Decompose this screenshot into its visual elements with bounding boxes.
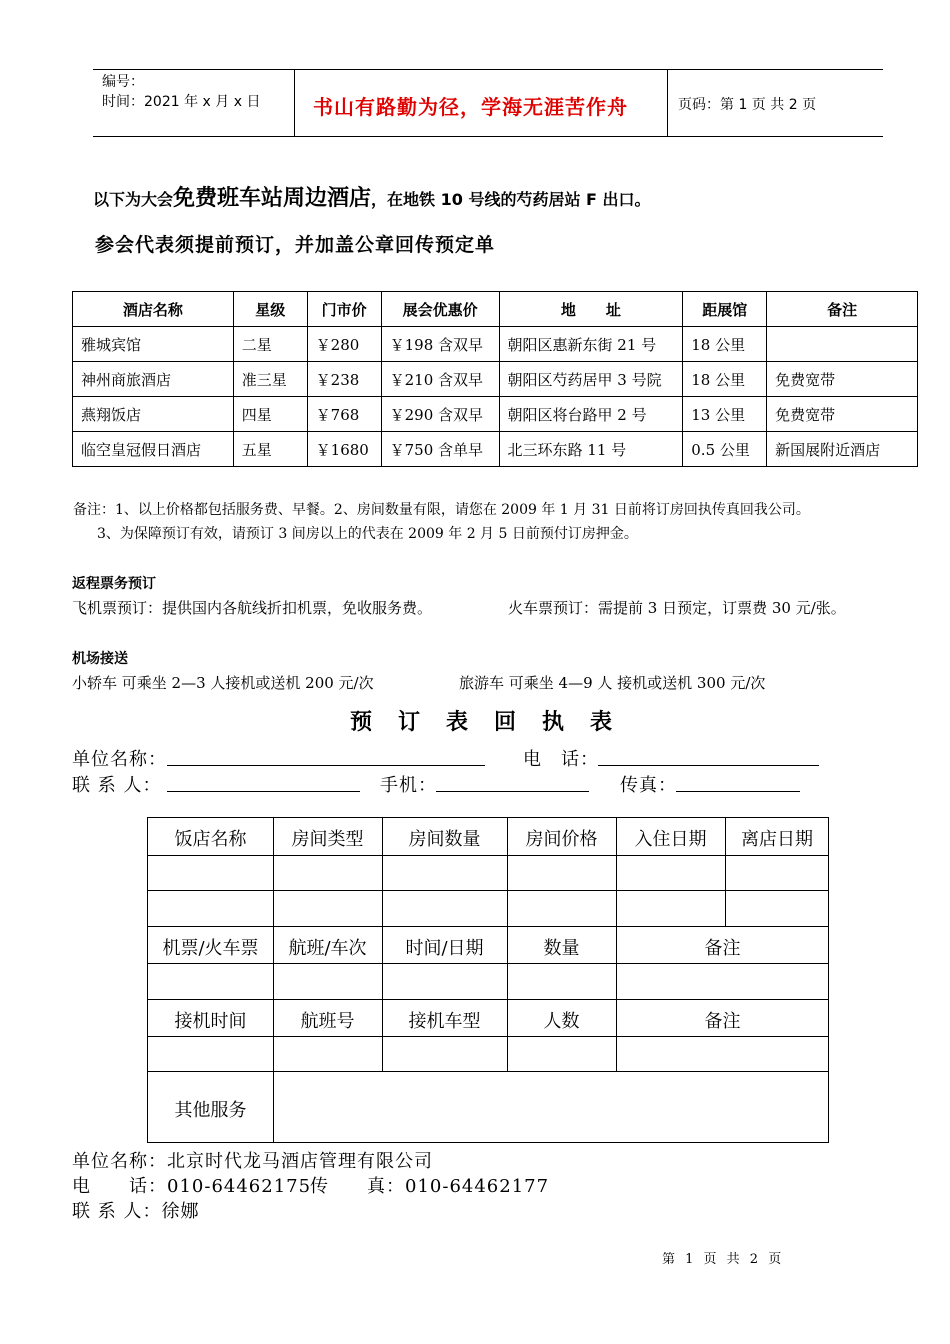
hotel-cell: 13 公里	[683, 397, 767, 432]
room-header-checkout: 离店日期	[741, 829, 813, 850]
pickup-header-note: 备注	[704, 1011, 741, 1032]
hotel-cell: 朝阳区将台路甲 2 号	[499, 397, 683, 432]
hotel-cell: 雅城宾馆	[73, 327, 234, 362]
booking-form-grid	[147, 817, 829, 1143]
contact-field[interactable]	[167, 791, 360, 792]
pickup-header-car: 接机车型	[408, 1011, 481, 1032]
airport-title: 机场接送	[72, 651, 128, 667]
hotel-cell: ￥768	[307, 397, 381, 432]
hotel-table	[72, 291, 918, 467]
form-title: 预订表回执表	[350, 710, 639, 735]
hotel-cell: 燕翔饭店	[73, 397, 234, 432]
doc-time-label: 时间：2021 年 x 月 x 日	[102, 94, 261, 110]
company-contact: 联 系 人：徐娜	[72, 1201, 200, 1222]
fax-label: 传真：	[620, 775, 677, 796]
company-phone: 电 话：010-64462175	[72, 1176, 312, 1197]
company-fax: 传 真：010-64462177	[310, 1176, 550, 1197]
hotel-cell: 免费宽带	[767, 397, 918, 432]
room-header-checkin: 入住日期	[634, 829, 707, 850]
pickup-header-flight: 航班号	[300, 1011, 355, 1032]
page-code: 页码：第 1 页 共 2 页	[678, 97, 817, 113]
hotel-cell: ￥750 含单早	[381, 432, 499, 467]
mobile-label: 手机：	[380, 775, 437, 796]
pickup-header-people: 人数	[543, 1011, 580, 1032]
room-header-hotel: 饭店名称	[174, 829, 247, 850]
fax-field[interactable]	[676, 791, 800, 792]
hotel-cell	[767, 327, 918, 362]
hotel-cell: 18 公里	[683, 362, 767, 397]
hotel-table-header	[73, 292, 918, 327]
hotel-cell: 0.5 公里	[683, 432, 767, 467]
intro-line-1	[93, 181, 651, 212]
hotel-cell: ￥210 含双早	[381, 362, 499, 397]
grid-hline	[148, 855, 828, 856]
grid-hline	[148, 926, 828, 927]
hotel-col-header: 酒店名称	[73, 292, 234, 327]
grid-hline	[148, 1036, 828, 1037]
hotel-row	[73, 362, 918, 397]
intro-line-2: 参会代表须提前预订，并加盖公章回传预定单	[95, 234, 496, 256]
room-header-price: 房间价格	[525, 829, 598, 850]
page-footer: 第 1 页 共 2 页	[662, 1252, 785, 1267]
company-unit: 单位名称：北京时代龙马酒店管理有限公司	[72, 1151, 433, 1172]
airport-car: 小轿车 可乘坐 2—3 人接机或送机 200 元/次	[72, 674, 374, 692]
airport-bus: 旅游车 可乘坐 4—9 人 接机或送机 300 元/次	[459, 674, 766, 692]
hotel-cell: 朝阳区芍药居甲 3 号院	[499, 362, 683, 397]
hotel-row	[73, 432, 918, 467]
room-header-count: 房间数量	[408, 829, 481, 850]
tickets-flight: 飞机票预订：提供国内各航线折扣机票，免收服务费。	[72, 599, 433, 617]
hotel-col-header: 门市价	[307, 292, 381, 327]
unit-name-label: 单位名称：	[72, 749, 167, 770]
mobile-field[interactable]	[436, 791, 589, 792]
hotel-cell: ￥280	[307, 327, 381, 362]
intro-suffix: ，在地铁 10 号线的芍药居站 F 出口。	[371, 190, 651, 209]
intro-highlight: 免费班车站周边酒店	[173, 186, 372, 211]
grid-hline	[148, 890, 828, 891]
note-line-1: 备注：1、以上价格都包括服务费、早餐。2、房间数量有限，请您在 2009 年 1 月 31 日前将订房回执传真回我公司。	[73, 502, 810, 518]
hotel-col-header: 距展馆	[683, 292, 767, 327]
other-services-field[interactable]	[274, 1072, 828, 1142]
hotel-col-header: 展会优惠价	[381, 292, 499, 327]
tickets-title: 返程票务预订	[72, 576, 156, 592]
hotel-table-body	[73, 327, 918, 467]
hotel-cell: 二星	[233, 327, 307, 362]
contact-label: 联 系 人：	[72, 775, 162, 796]
hotel-row	[73, 327, 918, 362]
hotel-col-header: 备注	[767, 292, 918, 327]
hotel-cell: ￥198 含双早	[381, 327, 499, 362]
hotel-cell: 五星	[233, 432, 307, 467]
hotel-cell: 临空皇冠假日酒店	[73, 432, 234, 467]
hotel-cell: ￥290 含双早	[381, 397, 499, 432]
hotel-cell: 北三环东路 11 号	[499, 432, 683, 467]
hotel-col-header: 地 址	[499, 292, 683, 327]
header-top-rule	[93, 69, 883, 70]
header-divider-left	[294, 69, 295, 136]
header-motto: 书山有路勤为径，学海无涯苦作舟	[313, 95, 628, 119]
unit-name-field[interactable]	[167, 765, 485, 766]
hotel-row	[73, 397, 918, 432]
ticket-header-flight: 航班/车次	[288, 938, 367, 959]
phone-label: 电 话：	[523, 749, 599, 770]
hotel-cell: 免费宽带	[767, 362, 918, 397]
note-line-2: 3、为保障预订有效，请预订 3 间房以上的代表在 2009 年 2 月 5 日前预付订房押金。	[97, 526, 638, 542]
ticket-header-date: 时间/日期	[405, 938, 484, 959]
ticket-header-note: 备注	[704, 938, 741, 959]
hotel-cell: 四星	[233, 397, 307, 432]
phone-field[interactable]	[598, 765, 819, 766]
ticket-header-type: 机票/火车票	[162, 938, 259, 959]
grid-hline	[148, 963, 828, 964]
header-divider-right	[667, 69, 668, 136]
intro-prefix: 以下为大会	[93, 190, 174, 209]
hotel-cell: ￥1680	[307, 432, 381, 467]
hotel-cell: 朝阳区惠新东街 21 号	[499, 327, 683, 362]
room-header-type: 房间类型	[291, 829, 364, 850]
tickets-train: 火车票预订：需提前 3 日预定，订票费 30 元/张。	[508, 599, 846, 617]
other-services-label: 其他服务	[174, 1100, 247, 1121]
hotel-cell: ￥238	[307, 362, 381, 397]
hotel-col-header: 星级	[233, 292, 307, 327]
header-bottom-rule	[93, 136, 883, 137]
pickup-header-time: 接机时间	[174, 1011, 247, 1032]
doc-number-label: 编号：	[102, 74, 144, 90]
hotel-cell: 新国展附近酒店	[767, 432, 918, 467]
grid-hline	[148, 999, 828, 1000]
hotel-cell: 神州商旅酒店	[73, 362, 234, 397]
hotel-cell: 18 公里	[683, 327, 767, 362]
ticket-header-qty: 数量	[543, 938, 580, 959]
hotel-cell: 准三星	[233, 362, 307, 397]
